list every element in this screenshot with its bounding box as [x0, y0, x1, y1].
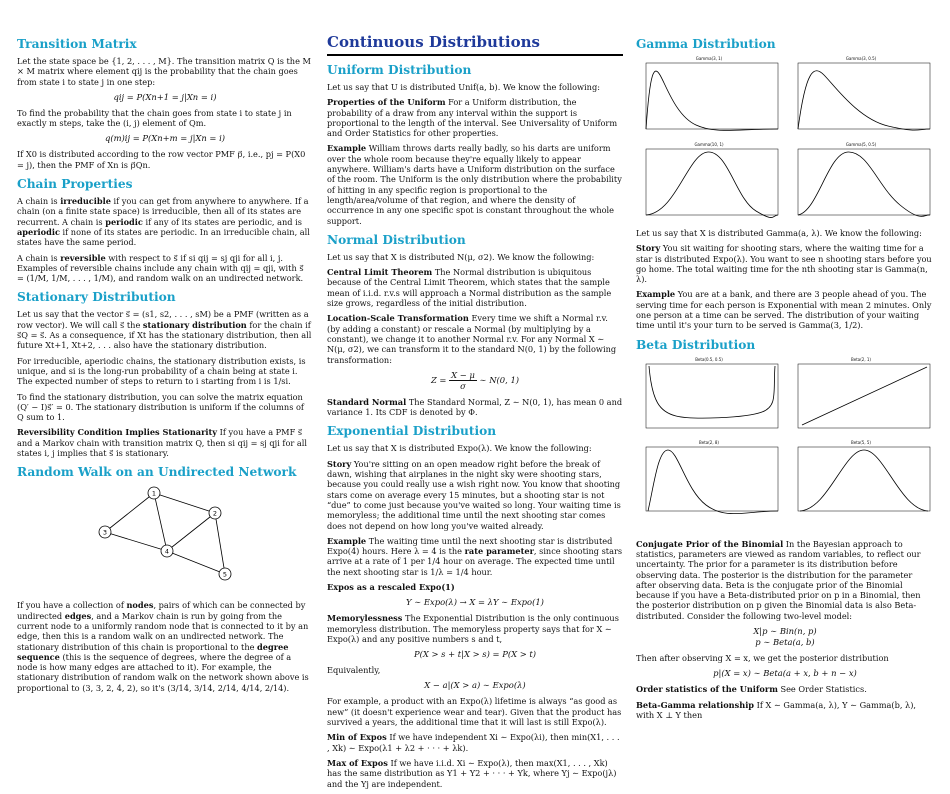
title-rule	[327, 54, 623, 56]
beta-equation-1: X|p ∼ Bin(n, p)	[753, 626, 817, 637]
uniform-paragraph-2: Properties of the Uniform For a Uniform distribution, the probability of a draw from any interval within the support is proportional to the length of the interval. See Universality of Uniform and Order Statistics for other properties.	[327, 97, 618, 139]
beta-plot-4-title: Beta(5, 5)	[851, 439, 871, 445]
gamma-paragraph-1: Let us say that X is distributed Gamma(a, λ). We know the following:	[636, 228, 922, 238]
gamma-plot-3-svg	[636, 147, 782, 222]
chain-properties-heading: Chain Properties	[17, 177, 133, 192]
gamma-heading: Gamma Distribution	[636, 37, 776, 51]
node-label-5: 5	[222, 570, 228, 579]
normal-paragraph-3: Location-Scale Transformation Every time we shift a Normal r.v. (by adding a constant) or rescale a Normal (by multiplying by a constant), we change it to another Normal r.v. For any Normal X ∼ N(μ, σ2), we can transform it to the standard N(0, 1) by the following transformation:	[327, 313, 617, 365]
stationary-paragraph-2: For irreducible, aperiodic chains, the stationary distribution exists, is unique, and si is the long-run probability of a chain being at state i. The expected number of steps to return to i starting from i is 1/si.	[17, 355, 306, 387]
edge-2-5	[215, 513, 225, 574]
transition-matrix-heading: Transition Matrix	[17, 37, 137, 51]
uniform-paragraph-3: Example William throws darts really badly, so his darts are uniform over the whole room because they're equally likely to appear anywhere. William's darts have a Uniform distribution on the surface of the room. The Uniform is the only distribution where the probability of hitting in any specific region is proportional to the length/area/volume of that region, and where the density of occurrence in any one specific spot is constant throughout the whole support.	[327, 143, 622, 226]
gamma-plots	[636, 56, 934, 222]
transition-paragraph-3: If X0 is distributed according to the row vector PMF p⃗, i.e., pj = P(X0 = j), then the PMF of Xn is p⃗Qn.	[17, 149, 306, 170]
gamma-paragraph-3: Example You are at a bank, and there are 3 people ahead of you. The serving time for each person is Exponential with mean 2 minutes. Only one person at a time can be served. The distribution of your waiting time until it's your turn to be served is Gamma(3, 1/2).	[636, 289, 932, 331]
gamma-plot-2-svg	[788, 61, 934, 136]
normal-heading: Normal Distribution	[327, 232, 466, 247]
column-markov	[17, 30, 313, 698]
beta-plot-3	[636, 440, 782, 517]
node-label-1: 1	[151, 489, 157, 498]
uniform-heading: Uniform Distribution	[327, 63, 472, 77]
beta-plot-1-title: Beta(0.5, 0.5)	[695, 356, 723, 362]
beta-paragraph-2: Then after observing X = x, we get the posterior distribution	[636, 653, 889, 664]
expo-paragraph-8: Min of Expos If we have independent Xi ∼ Expo(λi), then min(X1, . . . , Xk) ∼ Expo(λ1 + λ2 + · · · + λk).	[327, 732, 620, 753]
gamma-plot-4	[788, 142, 934, 222]
column-gamma-beta	[636, 30, 934, 725]
node-label-3: 3	[102, 528, 108, 537]
expo-paragraph-6: Equivalently,	[327, 665, 381, 676]
stationary-paragraph-3: To find the stationary distribution, you can solve the matrix equation (Q′ − I)s⃗′ = 0. The stationary distribution is uniform if the columns of Q sum to 1.	[17, 391, 304, 423]
beta-equation-2: p ∼ Beta(a, b)	[755, 637, 815, 648]
expo-equation-1: Y ∼ Expo(λ) → X = λY ∼ Expo(1)	[406, 597, 544, 608]
edge-1-2	[154, 493, 215, 513]
expo-paragraph-9: Max of Expos If we have i.i.d. Xi ∼ Expo(λ), then max(X1, . . . , Xk) has the same distribution as Y1 + Y2 + · · · + Yk, where Yj ∼ Expo(jλ) and the Yj are independent.	[327, 757, 617, 789]
beta-paragraph-4: Beta-Gamma relationship If X ∼ Gamma(a, λ), Y ∼ Gamma(b, λ), with X ⊥ Y then	[636, 699, 917, 720]
edge-2-4	[167, 513, 215, 551]
node-label-4: 4	[164, 547, 170, 556]
beta-plot-2	[788, 357, 934, 434]
edge-3-4	[105, 532, 167, 551]
chain-paragraph-2: A chain is reversible with respect to s⃗ if si qij = sj qji for all i, j. Examples of reversible chains include any chain with qij = qji, with s⃗ = (1/M, 1/M, . . . , 1/M), and random walk on an undirected network.	[17, 252, 304, 284]
beta-plot-3-svg	[636, 445, 782, 517]
gamma-plot-2-title: Gamma(3, 0.5)	[845, 56, 877, 61]
beta-plot-1	[636, 357, 782, 434]
expo-paragraph-2: Story You're sitting on an open meadow right before the break of dawn, wishing that airplanes in the night sky were shooting stars, because you could really use a wish right now. You know that shooting stars come on average every 15 minutes, but a shooting star is not “due” to come just because you've waited so long. Your waiting time is memoryless; the additional time until the next shooting star comes does not depend on how long you've waited already.	[327, 458, 621, 531]
beta-equation-3: p|(X = x) ∼ Beta(a + x, b + n − x)	[713, 668, 857, 679]
random-walk-heading: Random Walk on an Undirected Network	[17, 465, 297, 480]
transition-equation-2: q(m)ij = P(Xn+m = j|Xn = i)	[104, 133, 226, 144]
beta-plot-3-title: Beta(2, 8)	[699, 439, 719, 445]
gamma-plot-1-title: Gamma(3, 1)	[695, 56, 723, 61]
expo-paragraph-4: Expos as a rescaled Expo(1)	[327, 581, 455, 592]
gamma-paragraph-2: Story You sit waiting for shooting stars, where the waiting time for a star is distributed Expo(λ). You want to see n shooting stars before you go home. The total waiting time for the nth shooting star is Gamma(n, λ).	[636, 243, 932, 285]
gamma-plot-1-svg	[636, 61, 782, 136]
beta-plot-2-svg	[788, 362, 934, 434]
transition-paragraph-2: To find the probability that the chain goes from state i to state j in exactly m steps, take the (i, j) element of Qm.	[17, 107, 292, 129]
normal-paragraph-4: Standard Normal The Standard Normal, Z ∼ N(0, 1), has mean 0 and variance 1. Its CDF is denoted by Φ.	[327, 396, 623, 418]
normal-standardize-equation: Z = $\frac{X - \mu}{\sigma}$ ∼ N(0, 1)	[430, 369, 520, 391]
beta-plot-1-svg	[636, 362, 782, 434]
exponential-heading: Exponential Distribution	[327, 424, 497, 439]
gamma-plot-4-title: Gamma(5, 0.5)	[845, 142, 877, 147]
transition-paragraph-1: Let the state space be {1, 2, . . . , M}. The transition matrix Q is the M × M matrix where element qij is the probability that the chain goes from state i to state j in one step:	[17, 56, 311, 87]
beta-plot-2-title: Beta(2, 1)	[851, 356, 871, 362]
gamma-plot-4-svg	[788, 147, 934, 222]
node-label-2: 2	[212, 509, 218, 518]
transition-equation-1: qij = P(Xn+1 = j|Xn = i)	[113, 91, 217, 102]
gamma-plot-3-title: Gamma(10, 1)	[694, 142, 724, 147]
edge-1-4	[154, 493, 167, 551]
gamma-plot-3	[636, 142, 782, 222]
normal-paragraph-1: Let us say that X is distributed N(μ, σ2). We know the following:	[327, 251, 595, 262]
chain-paragraph-1: A chain is irreducible if you can get from anywhere to anywhere. If a chain (on a finite state space) is irreducible, then all of its states are recurrent. A chain is periodic if any of its states are periodic, and is aperiodic if none of its states are periodic. In an irreducible chain, all states have the same period.	[17, 196, 310, 248]
stationary-heading: Stationary Distribution	[17, 290, 176, 305]
edge-4-5	[167, 551, 225, 574]
expo-equation-2: P(X > s + t|X > s) = P(X > t)	[413, 649, 537, 660]
expo-paragraph-7: For example, a product with an Expo(λ) lifetime is always “as good as new” (it doesn't experience wear and tear). Given that the product has survived a years, the additional time that it will last is still Expo(λ).	[327, 696, 622, 728]
network-diagram	[17, 484, 313, 596]
gamma-plot-2	[788, 56, 934, 136]
expo-equation-3: X − a|(X > a) ∼ Expo(λ)	[424, 680, 526, 691]
beta-plot-4	[788, 440, 934, 517]
gamma-plot-1	[636, 56, 782, 136]
edge-1-3	[105, 493, 154, 532]
expo-paragraph-1: Let us say that X is distributed Expo(λ). We know the following:	[327, 443, 592, 454]
normal-paragraph-2: Central Limit Theorem The Normal distribution is ubiquitous because of the Central Limit Theorem, which states that the sample mean of i.i.d. r.v.s will approach a Normal distribution as the sample size grows, regardless of the initial distribution.	[327, 267, 612, 309]
expo-paragraph-5: Memorylessness The Exponential Distribution is the only continuous memoryless distribution. The memoryless property says that for X ∼ Expo(λ) and any positive numbers s and t,	[327, 613, 619, 644]
column-continuous	[327, 30, 623, 794]
continuous-distributions-title: Continuous Distributions	[327, 33, 540, 51]
stationary-paragraph-4: Reversibility Condition Implies Stationarity If you have a PMF s⃗ and a Markov chain with transition matrix Q, then si qij = sj qji for all states i, j implies that s⃗ is stationary.	[17, 427, 308, 459]
random-walk-paragraph: If you have a collection of nodes, pairs of which can be connected by undirected edges, and a Markov chain is run by going from the current node to a uniformly random node that is connected to it by an edge, then this is a random walk on an undirected network. The stationary distribution of this chain is proportional to the degree sequence (this is the sequence of degrees, where the degree of a node is how many edges are attached to it). For example, the stationary distribution of random walk on the network shown above is proportional to (3, 3, 2, 4, 2), so it's (3/14, 3/14, 2/14, 4/14, 2/14).	[17, 600, 309, 693]
expo-paragraph-3: Example The waiting time until the next shooting star is distributed Expo(4) hours. Here λ = 4 is the rate parameter, since shooting stars arrive at a rate of 1 per 1/4 hour on average. The expected time until the next shooting star is 1/λ = 1/4 hour.	[327, 535, 623, 577]
beta-paragraph-3: Order statistics of the Uniform See Order Statistics.	[636, 684, 867, 695]
beta-heading: Beta Distribution	[636, 337, 756, 352]
beta-plot-4-svg	[788, 445, 934, 517]
uniform-paragraph-1: Let us say that U is distributed Unif(a, b). We know the following:	[327, 82, 600, 92]
stationary-paragraph-1: Let us say that the vector s⃗ = (s1, s2, . . . , sM) be a PMF (written as a row vector). We will call s⃗ the stationary distribution for the chain if s⃗Q = s⃗. As a consequence, if Xt has the stationary distribution, then all future Xt+1, Xt+2, . . . also have the stationary distribution.	[17, 309, 312, 351]
beta-paragraph-1: Conjugate Prior of the Binomial In the Bayesian approach to statistics, parameters are viewed as random variables, to reflect our uncertainty. The prior for a parameter is its distribution before observing data. The posterior is the distribution for the parameter after observing data. Beta is the conjugate prior of the Binomial because if you have a Beta-distributed prior on p in a Binomial, then the posterior distribution on p given the Binomial data is also Beta-distributed. Consider the following two-level model:	[636, 538, 921, 621]
beta-plots	[636, 357, 934, 517]
